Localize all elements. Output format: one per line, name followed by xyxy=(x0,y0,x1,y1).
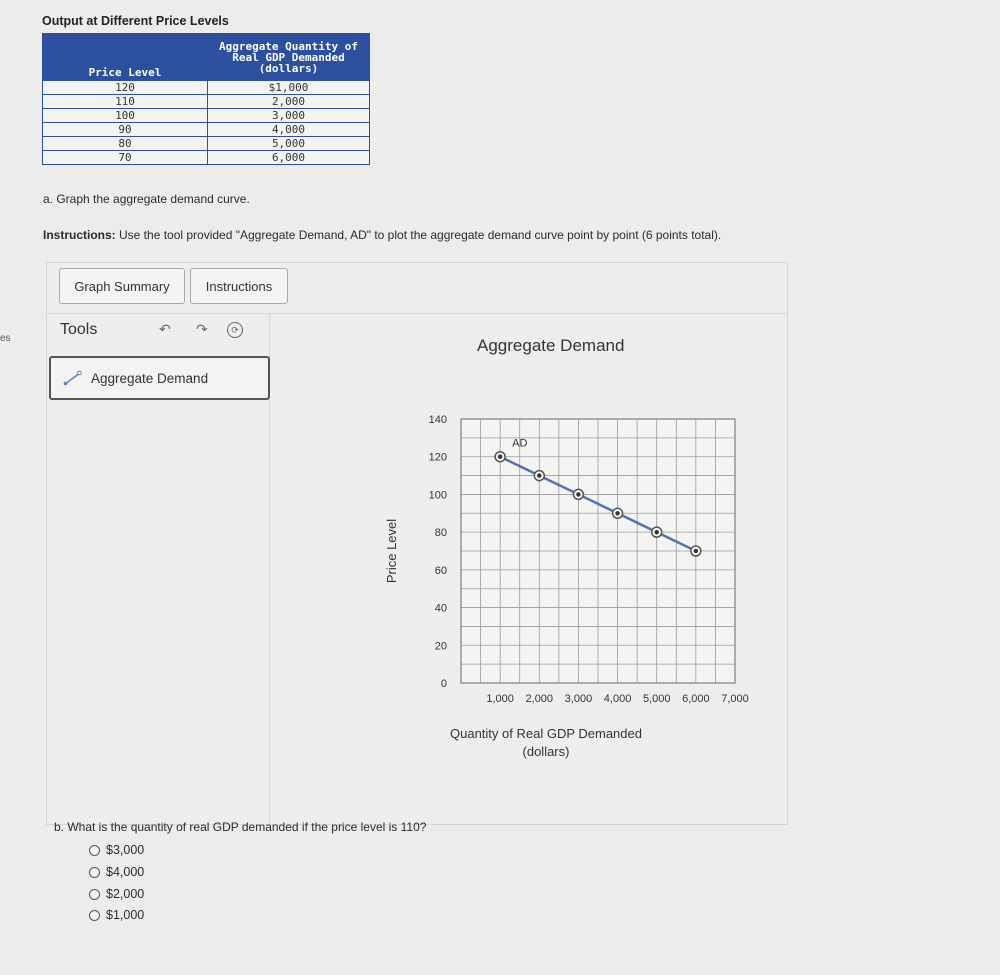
table-row xyxy=(43,137,370,151)
instructions-button[interactable]: Instructions xyxy=(190,268,288,304)
price-level-cell: 100 xyxy=(43,109,208,123)
price-level-cell: 120 xyxy=(43,81,208,95)
y-tick-label: 0 xyxy=(440,678,447,690)
instructions-body: Use the tool provided "Aggregate Demand, AD" to plot the aggregate demand curve point by point (6 points total). xyxy=(115,228,722,242)
chart-title: Aggregate Demand xyxy=(477,336,625,355)
answer-option[interactable] xyxy=(89,843,144,857)
table-row xyxy=(43,109,370,123)
answer-option-label: $3,000 xyxy=(106,843,145,857)
quantity-cell: $1,000 xyxy=(208,81,370,95)
part-a-prompt: a. Graph the aggregate demand curve. xyxy=(43,192,250,206)
answer-option[interactable] xyxy=(89,908,144,922)
graph-panel xyxy=(46,262,788,825)
y-tick-label: 20 xyxy=(434,640,447,653)
ad-point-dot xyxy=(576,492,580,496)
aggregate-demand-tool-label: Aggregate Demand xyxy=(91,370,209,386)
radio-button[interactable] xyxy=(89,889,100,900)
ad-point-dot xyxy=(498,455,502,459)
y-tick-label: 100 xyxy=(428,489,447,502)
answer-option-label: $1,000 xyxy=(106,908,145,922)
x-tick-label: 6,000 xyxy=(682,693,710,705)
col-header-price-level: Price Level xyxy=(43,34,208,81)
quantity-cell: 5,000 xyxy=(208,137,370,151)
price-level-cell: 90 xyxy=(43,123,208,137)
aggregate-demand-chart[interactable] xyxy=(307,403,767,723)
y-tick-label: 140 xyxy=(428,414,447,426)
y-tick-label: 40 xyxy=(434,602,447,615)
table-row xyxy=(43,151,370,165)
x-axis-unit: (dollars) xyxy=(522,744,570,759)
price-level-cell: 110 xyxy=(43,95,208,109)
line-tool-icon xyxy=(63,370,83,386)
graph-summary-button[interactable]: Graph Summary xyxy=(59,268,185,304)
quantity-cell: 6,000 xyxy=(208,151,370,165)
series-label: AD xyxy=(512,437,528,450)
x-tick-label: 1,000 xyxy=(486,693,514,705)
y-tick-label: 80 xyxy=(434,527,447,540)
undo-icon[interactable]: ↶ xyxy=(159,321,171,337)
table-title: Output at Different Price Levels xyxy=(42,14,229,28)
radio-button[interactable] xyxy=(89,910,100,921)
price-level-table xyxy=(42,33,370,165)
quantity-cell: 4,000 xyxy=(208,123,370,137)
panel-divider xyxy=(47,313,787,314)
quantity-cell: 3,000 xyxy=(208,109,370,123)
ad-point-dot xyxy=(615,511,619,515)
x-tick-label: 2,000 xyxy=(525,693,554,705)
tools-label: Tools xyxy=(60,321,98,338)
price-level-cell: 80 xyxy=(43,137,208,151)
answer-option-label: $2,000 xyxy=(106,887,145,901)
aggregate-demand-tool[interactable] xyxy=(49,356,270,400)
price-level-cell: 70 xyxy=(43,151,208,165)
answer-option-label: $4,000 xyxy=(106,865,145,879)
table-row xyxy=(43,123,370,137)
x-tick-label: 7,000 xyxy=(721,693,749,705)
reset-icon[interactable]: ⟳ xyxy=(227,322,243,338)
part-b-question: b. What is the quantity of real GDP demanded if the price level is 110? xyxy=(54,820,427,834)
x-axis-label: Quantity of Real GDP Demanded xyxy=(450,726,642,741)
y-tick-label: 120 xyxy=(428,451,447,464)
answer-option[interactable] xyxy=(89,865,144,879)
x-tick-label: 5,000 xyxy=(642,693,671,705)
radio-button[interactable] xyxy=(89,845,100,856)
answer-option[interactable] xyxy=(89,887,144,901)
instructions-label: Instructions: xyxy=(43,228,116,242)
radio-button[interactable] xyxy=(89,867,100,878)
table-row xyxy=(43,95,370,109)
instructions-text xyxy=(43,228,721,242)
edge-text: es xyxy=(0,333,11,344)
x-tick-label: 4,000 xyxy=(603,693,632,705)
ad-point-dot xyxy=(655,530,659,534)
table-row xyxy=(43,81,370,95)
y-axis-label: Price Level xyxy=(384,518,399,584)
col-header-quantity: Aggregate Quantity of Real GDP Demanded (dollars) xyxy=(208,34,370,81)
x-tick-label: 3,000 xyxy=(564,693,593,705)
quantity-cell: 2,000 xyxy=(208,95,370,109)
y-tick-label: 60 xyxy=(434,564,447,577)
ad-point-dot xyxy=(694,549,698,553)
redo-icon[interactable]: ↷ xyxy=(196,321,208,337)
ad-point-dot xyxy=(537,473,541,477)
